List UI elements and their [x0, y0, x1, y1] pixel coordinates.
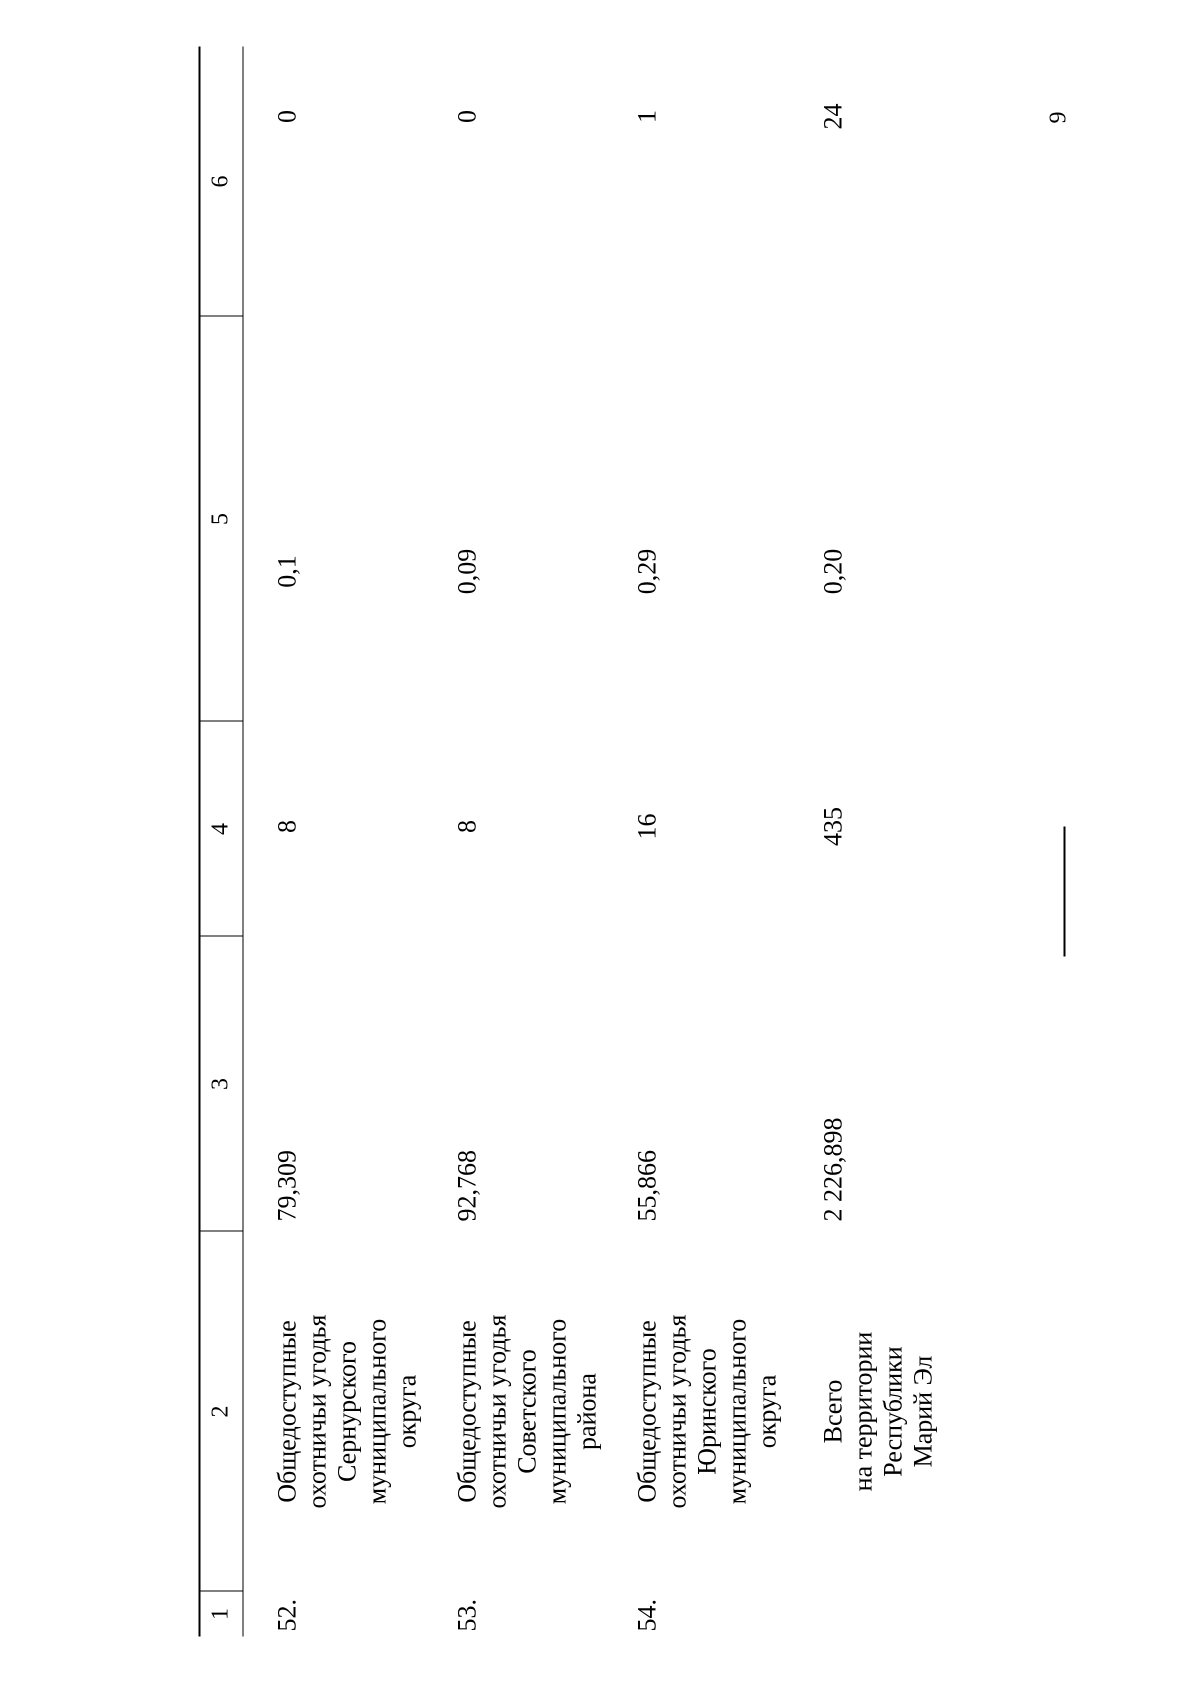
column-header-4: 4	[207, 823, 234, 835]
row-number: 53.	[452, 1599, 482, 1632]
hunting-ground-name: Общедоступные охотничьи угодья Юринского муниципального округа	[632, 1314, 782, 1509]
column-header-2: 2	[207, 1405, 234, 1418]
cell-col-5: 0,1	[272, 555, 302, 588]
cell-col-6: 24	[818, 103, 848, 130]
cell-col-4: 435	[818, 807, 848, 846]
cell-col-6: 0	[272, 110, 302, 123]
cell-col-6: 1	[632, 110, 662, 123]
hunting-ground-name: Общедоступные охотничьи угодья Советского муниципального района	[452, 1314, 602, 1509]
header-bottom-rule	[243, 47, 244, 1637]
row-number: 52.	[272, 1599, 302, 1632]
cell-col-3: 79,309	[272, 1150, 302, 1222]
cell-col-4: 16	[632, 813, 662, 840]
end-of-document-rule	[1064, 827, 1066, 957]
total-label: Всего на территории Республики Марий Эл	[818, 1331, 938, 1492]
column-header-6: 6	[207, 175, 234, 188]
cell-col-6: 0	[452, 110, 482, 123]
table-top-rule	[199, 47, 201, 1637]
page-number: 9	[1045, 111, 1072, 124]
cell-col-5: 0,09	[452, 548, 482, 595]
cell-col-4: 8	[272, 820, 302, 833]
cell-col-5: 0,20	[818, 548, 848, 595]
cell-col-3: 2 226,898	[818, 1117, 848, 1222]
column-header-5: 5	[207, 513, 234, 525]
cell-col-4: 8	[452, 820, 482, 833]
column-header-1: 1	[207, 1608, 234, 1620]
cell-col-3: 55,866	[632, 1150, 662, 1222]
column-header-3: 3	[207, 1078, 234, 1090]
cell-col-5: 0,29	[632, 548, 662, 595]
cell-col-3: 92,768	[452, 1150, 482, 1222]
row-number: 54.	[632, 1599, 662, 1632]
hunting-ground-name: Общедоступные охотничьи угодья Сернурского муниципального округа	[272, 1314, 422, 1509]
document-page	[1, 0, 1200, 1697]
